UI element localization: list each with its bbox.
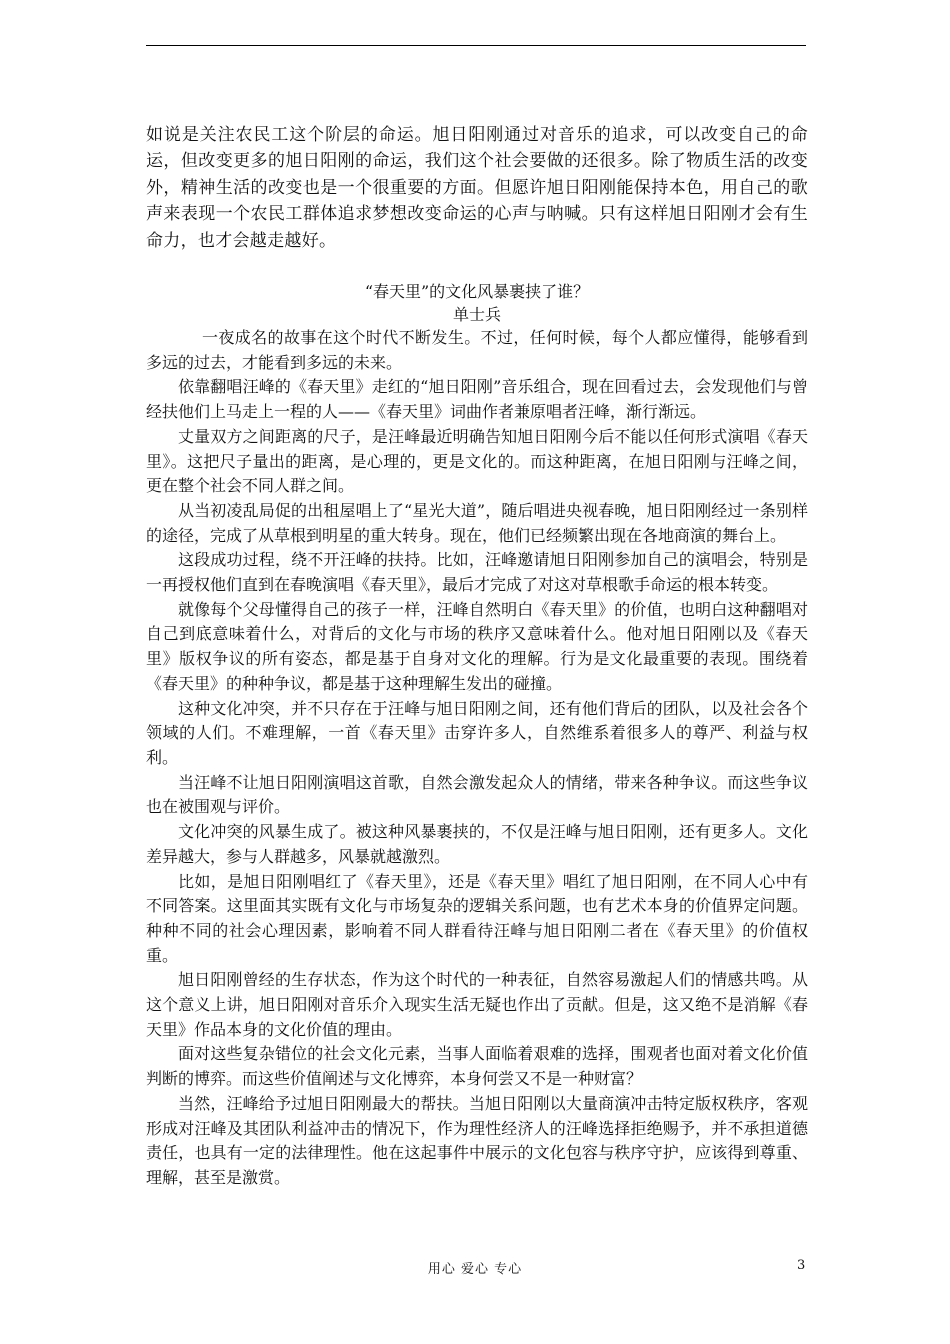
body-paragraph: 依靠翻唱汪峰的《春天里》走红的“旭日阳刚”音乐组合，现在回看过去，会发现他们与曾经扶他们上马走上一程的人——《春天里》词曲作者兼原唱者汪峰，渐行渐远。 — [146, 377, 808, 422]
article-title: “春天里”的文化风暴裹挟了谁？ — [364, 282, 590, 302]
body-paragraph: 比如，是旭日阳刚唱红了《春天里》，还是《春天里》唱红了旭日阳刚，在不同人心中有不同答案。这里面其实既有文化与市场复杂的逻辑关系问题，也有艺术本身的价值界定问题。种种不同的社会心理因素，影响着不同人群看待汪峰与旭日阳刚二者在《春天里》的价值权重。 — [146, 871, 808, 965]
page-number: 3 — [797, 1258, 806, 1273]
intro-section — [146, 122, 808, 254]
body-paragraph: 丈量双方之间距离的尺子，是汪峰最近明确告知旭日阳刚今后不能以任何形式演唱《春天里》。这把尺子量出的距离，是心理的，更是文化的。而这种距离，在旭日阳刚与汪峰之间，更在整个社会不同人群之间。 — [146, 426, 808, 496]
page-content — [146, 122, 808, 1191]
body-paragraph: 一夜成名的故事在这个时代不断发生。不过，任何时候，每个人都应懂得，能够看到多远的过去，才能看到多远的未来。 — [146, 328, 808, 372]
footer-motto: 用心 爱心 专心 — [427, 1262, 523, 1277]
body-paragraph: 旭日阳刚曾经的生存状态，作为这个时代的一种表征，自然容易激起人们的情感共鸣。从这个意义上讲，旭日阳刚对音乐介入现实生活无疑也作出了贡献。但是，这又绝不是消解《春天里》作品本身的文化价值的理由。 — [146, 970, 808, 1039]
header-rule — [146, 45, 806, 46]
body-paragraph: 文化冲突的风暴生成了。被这种风暴裹挟的，不仅是汪峰与旭日阳刚，还有更多人。文化差异越大，参与人群越多，风暴就越激烈。 — [146, 822, 808, 866]
body-paragraph: 面对这些复杂错位的社会文化元素，当事人面临着艰难的选择，围观者也面对着文化价值判断的博弈。而这些价值阐述与文化博弈，本身何尝又不是一种财富？ — [146, 1044, 808, 1089]
body-paragraph: 当汪峰不让旭日阳刚演唱这首歌，自然会激发起众人的情绪，带来各种争议。而这些争议也在被围观与评价。 — [146, 772, 808, 817]
body-paragraph: 当然，汪峰给予过旭日阳刚最大的帮扶。当旭日阳刚以大量商演冲击特定版权秩序，客观形成对汪峰及其团队利益冲击的情况下，作为理性经济人的汪峰选择拒绝赐予，并不承担道德责任，也具有一定的法律理性。他在这起事件中展示的文化包容与秩序守护，应该得到尊重、理解，甚至是激赏。 — [146, 1093, 808, 1187]
body-paragraph: 这种文化冲突，并不只存在于汪峰与旭日阳刚之间，还有他们背后的团队，以及社会各个领域的人们。不难理解，一首《春天里》击穿许多人，自然维系着很多人的尊严、利益与权利。 — [146, 698, 808, 767]
article-author: 单士兵 — [452, 305, 501, 325]
body-paragraph: 从当初凌乱局促的出租屋唱上了“星光大道”，随后唱进央视春晚，旭日阳刚经过一条别样的途径，完成了从草根到明星的重大转身。现在，他们已经频繁出现在各地商演的舞台上。 — [146, 500, 808, 545]
article-body — [146, 326, 808, 1191]
body-paragraph: 就像每个父母懂得自己的孩子一样，汪峰自然明白《春天里》的价值，也明白这种翻唱对自己到底意味着什么，对背后的文化与市场的秩序又意味着什么。他对旭日阳刚以及《春天里》版权争议的所有姿态，都是基于自身对文化的理解。行为是文化最重要的表现。围绕着《春天里》的种种争议，都是基于这种理解生发出的碰撞。 — [146, 599, 808, 693]
body-paragraph: 这段成功过程，绕不开汪峰的扶持。比如，汪峰邀请旭日阳刚参加自己的演唱会，特别是一再授权他们直到在春晚演唱《春天里》，最后才完成了对这对草根歌手命运的根本转变。 — [146, 550, 808, 595]
intro-paragraph: 如说是关注农民工这个阶层的命运。旭日阳刚通过对音乐的追求，可以改变自己的命运，但改变更多的旭日阳刚的命运，我们这个社会要做的还很多。除了物质生活的改变外，精神生活的改变也是一个很重要的方面。但愿许旭日阳刚能保持本色，用自己的歌声来表现一个农民工群体追求梦想改变命运的心声与呐喊。只有这样旭日阳刚才会有生命力，也才会越走越好。 — [146, 125, 808, 251]
